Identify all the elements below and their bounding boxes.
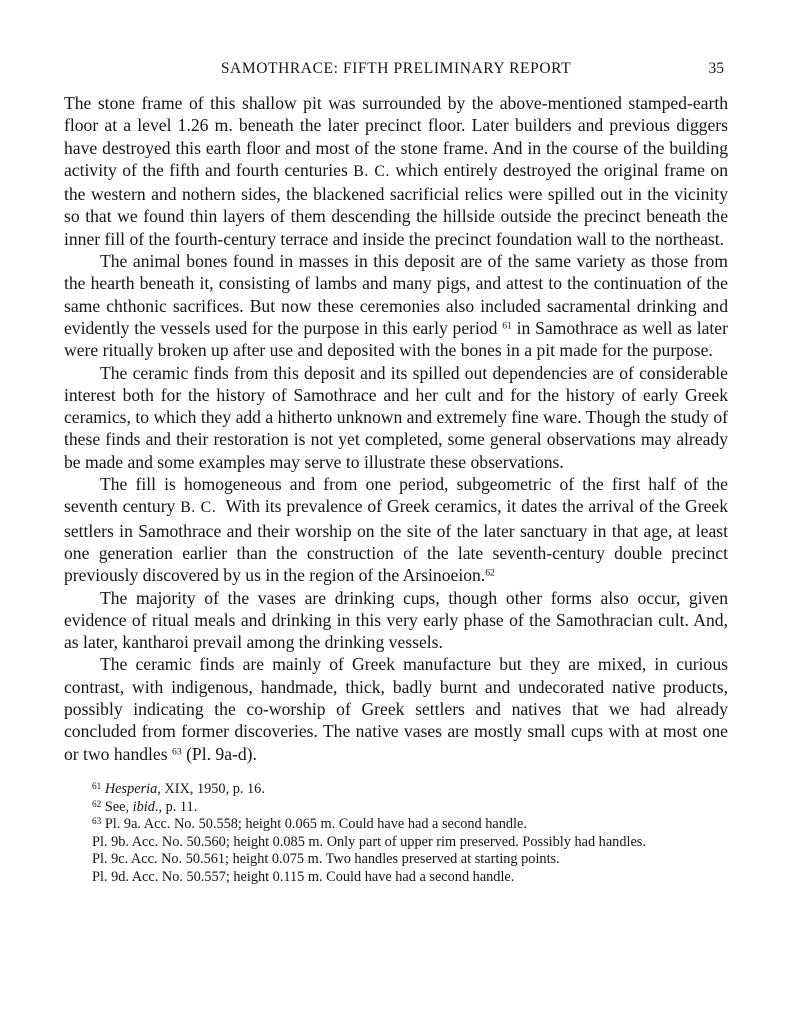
footnote-62: $^{62}$ See, ibid., p. 11.	[92, 798, 198, 815]
running-header	[64, 58, 728, 80]
footnote-63-c: Pl. 9c. Acc. No. 50.561; height 0.075 m. Two handles preserved at starting points.	[92, 851, 560, 868]
paragraph-6: The ceramic finds are mainly of Greek manufacture but they are mixed, in curious contrast, with indigenous, handmade, thick, badly burnt and undecorated native products, possibly indicating the co-worship of Greek settlers and natives that we had already concluded from former discoveries. The native vases are mostly small cups with at most one or two handles $^{63}$ (Pl. 9a-d).	[64, 654, 728, 764]
paragraph-4: The fill is homogeneous and from one period, subgeometric of the first half of the seventh century B. C. With its prevalence of Greek ceramics, it dates the arrival of the Greek settlers in Samothrace and their worship on the site of the later sanctuary in that age, at least one generation earlier than the construction of the late seventh-century double precinct previously discovered by us in the region of the Arsinoeion.$^{62}$	[64, 474, 728, 586]
footnotes	[64, 781, 728, 887]
footnote-63: $^{63}$ Pl. 9a. Acc. No. 50.558; height 0.065 m. Could have had a second handle.	[92, 816, 527, 833]
footnote-ref-63: 63	[172, 746, 182, 758]
paragraph-3: The ceramic finds from this deposit and its spilled out dependencies are of considerable interest both for the history of Samothrace and her cult and for the history of early Greek ceramics, to which they add a hitherto unknown and extremely fine ware. Though the study of these finds and their restoration is not yet completed, some general observations may already be made and some examples may serve to illustrate these observations.	[64, 362, 728, 472]
body-text	[64, 92, 728, 765]
era-abbreviation: B. C.	[353, 162, 390, 180]
footnote-63-b: Pl. 9b. Acc. No. 50.560; height 0.085 m. Only part of upper rim preserved. Possibly had handles.	[92, 833, 646, 850]
footnote-63-d: Pl. 9d. Acc. No. 50.557; height 0.115 m. Could have had a second handle.	[92, 868, 515, 885]
paragraph-1: The stone frame of this shallow pit was surrounded by the above-mentioned stamped-earth floor at a level 1.26 m. beneath the later precinct floor. Later builders and previous diggers have destroyed this earth floor and most of the stone frame. And in the course of the building activity of the fifth and fourth centuries B. C. which entirely destroyed the original frame on the western and nothern sides, the blackened sacrificial relics were spilled out in the vicinity so that we found thin layers of them descending the hillside outside the precinct beneath the inner fill of the fourth-century terrace and inside the precinct foundation wall to the northeast.	[64, 93, 728, 249]
footnote-ref-61: 61	[502, 320, 512, 332]
paragraph-2: The animal bones found in masses in this deposit are of the same variety as those from the hearth beneath it, consisting of lambs and many pigs, and attest to the continuation of the same chthonic sacrifices. But now these ceremonies also included sacramental drinking and evidently the vessels used for the purpose in this early period $^{61}$ in Samothrace as well as later were ritually broken up after use and deposited with the bones in a pit made for the purpose.	[64, 251, 728, 361]
page	[64, 58, 728, 988]
footnote-61: $^{61}$ Hesperia, XIX, 1950, p. 16.	[92, 780, 265, 797]
page-number: 35	[708, 60, 724, 77]
running-title: SAMOTHRACE: FIFTH PRELIMINARY REPORT	[220, 60, 572, 77]
footnote-ref-62: 62	[485, 567, 495, 579]
paragraph-5: The majority of the vases are drinking cups, though other forms also occur, given evidence of ritual meals and drinking in this very early phase of the Samothracian cult. And, as later, kantharoi prevail among the drinking vessels.	[64, 587, 728, 653]
era-abbreviation: B. C.	[180, 499, 217, 517]
